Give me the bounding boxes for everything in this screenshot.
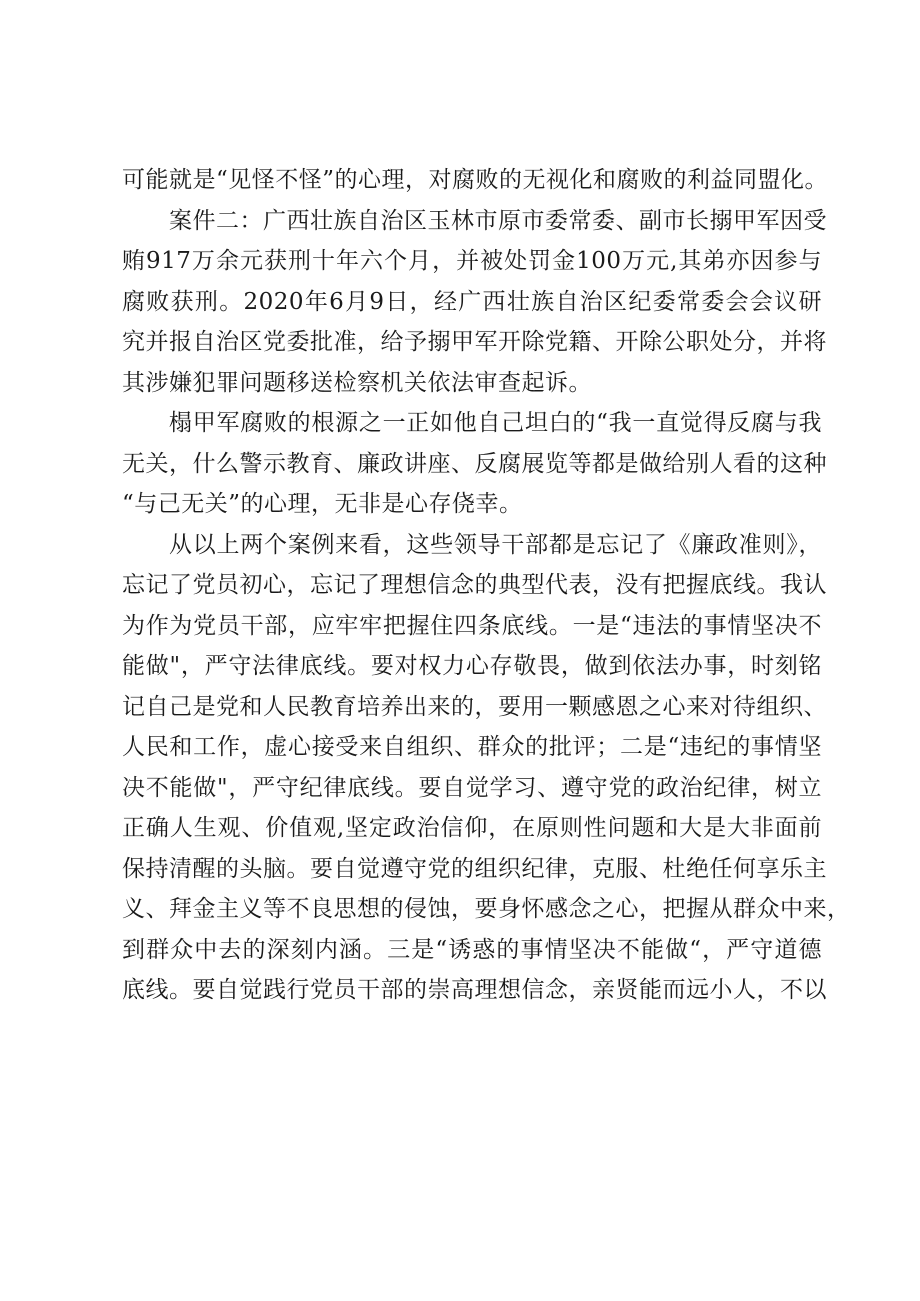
text-line: 人民和工作，虚心接受来自组织、群众的批评；二是“违纪的事情坚 — [122, 734, 822, 760]
text-line: 能做"，严守法律底线。要对权力心存敬畏，做到依法办事，时刻铭 — [122, 653, 822, 679]
text-line: 其涉嫌犯罪问题移送检察机关依法审查起诉。 — [122, 369, 592, 396]
text-line: 腐败获刑。2020年6月9日，经广西壮族自治区纪委常委会会议研 — [122, 288, 822, 315]
text-line: 记自己是党和人民教育培养出来的，要用一颗感恩之心来对待组织、 — [122, 693, 827, 720]
text-line: 决不能做"，严守纪律底线。要自觉学习、遵守党的政治纪律，树立 — [122, 774, 822, 801]
text-line: 为作为党员干部，应牢牢把握住四条底线。一是“违法的事情坚决不 — [122, 612, 822, 639]
text-line: 贿917万余元获刑十年六个月，并被处罚金100万元,其弟亦因参与 — [122, 248, 822, 274]
text-line: 保持清醒的头脑。要自觉遵守党的组织纪律，克服、杜绝任何享乐主 — [122, 855, 827, 882]
document-body — [122, 160, 851, 1011]
text-line: 到群众中去的深刻内涵。三是“诱惑的事情坚决不能做“，严守道德 — [122, 936, 822, 963]
text-line: 无关，什么警示教育、廉政讲座、反腐展览等都是做给别人看的这种 — [122, 450, 827, 477]
paragraph-case-two-start: 案件二：广西壮族自治区玉林市原市委常委、副市长搦甲军因受 — [169, 207, 827, 234]
paragraph-root-cause-start: 榻甲军腐败的根源之一正如他自己坦白的“我一直觉得反腐与我 — [169, 410, 822, 436]
paragraph-conclusion-start: 从以上两个案例来看，这些领导干部都是忘记了《廉政准则》， — [169, 531, 822, 558]
text-line: 正确人生观、价值观,坚定政治信仰，在原则性问题和大是大非面前 — [122, 815, 822, 841]
text-line: 可能就是“见怪不怪”的心理，对腐败的无视化和腐败的利益同盟化。 — [122, 167, 829, 193]
text-line: “与己无关”的心理，无非是心存侥幸。 — [122, 491, 523, 517]
text-line: 忘记了党员初心，忘记了理想信念的典型代表，没有把握底线。我认 — [122, 572, 827, 598]
text-line: 究并报自治区党委批准，给予搦甲军开除党籍、开除公职处分，并将 — [122, 329, 827, 355]
text-line: 义、拜金主义等不良思想的侵蚀，要身怀感念之心，把握从群众中来， — [122, 896, 851, 922]
text-line: 底线。要自觉践行党员干部的崇高理想信念，亲贤能而远小人，不以 — [122, 977, 827, 1003]
